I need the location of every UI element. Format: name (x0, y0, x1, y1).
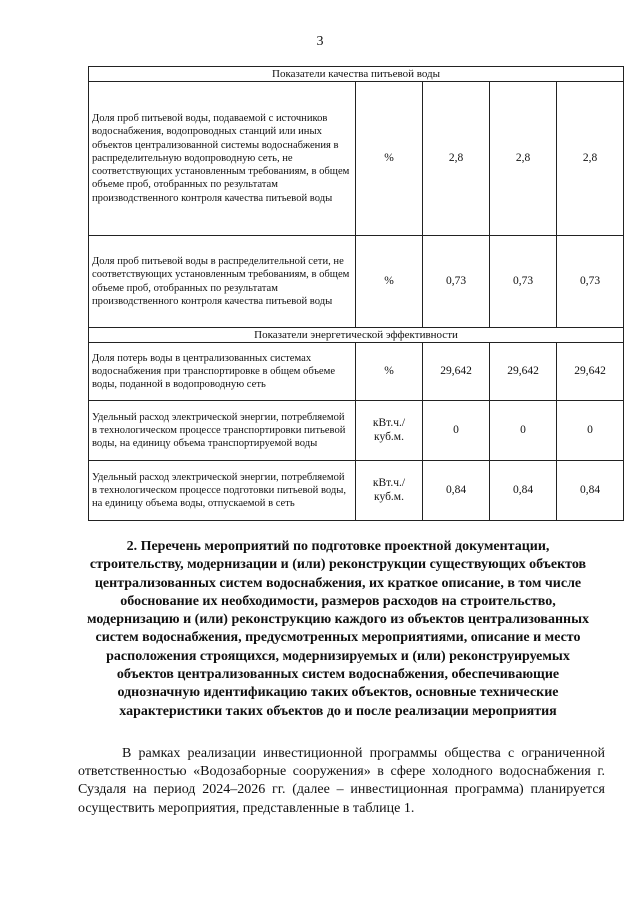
indicator-value-2026: 0,73 (557, 236, 624, 328)
table-row (89, 236, 624, 328)
section-header-row (89, 67, 624, 82)
indicator-value-2025: 29,642 (490, 343, 557, 401)
indicator-value-2024: 0 (423, 401, 490, 461)
indicators-table (88, 66, 624, 521)
indicator-value-2025: 0 (490, 401, 557, 461)
table-row (89, 343, 624, 401)
indicator-unit: % (356, 236, 423, 328)
indicator-value-2024: 0,84 (423, 461, 490, 521)
indicator-value-2026: 29,642 (557, 343, 624, 401)
indicator-unit: % (356, 82, 423, 236)
indicator-value-2025: 0,84 (490, 461, 557, 521)
section-heading: 2. Перечень мероприятий по подготовке проектной документации, строительству, модернизации и (или) реконструкции существующих объектов централизованных систем водоснабжения, их краткое описание, в том числе обоснование их необходимости, размеров расходов на строительство, модернизацию и (или) реконструкцию каждого из объектов централизованных систем водоснабжения, предусмотренных мероприятиями, описание и место расположения строящихся, модернизируемых и (или) реконструируемых объектов централизованных систем водоснабжения, обеспечивающие однозначную идентификацию таких объектов, основные технические характеристики таких объектов до и после реализации мероприятия (86, 539, 590, 719)
indicator-value-2024: 2,8 (423, 82, 490, 236)
table-row (89, 461, 624, 521)
indicator-value-2024: 0,73 (423, 236, 490, 328)
page-number: 3 (316, 34, 324, 49)
section-title-quality: Показатели качества питьевой воды (89, 67, 624, 82)
indicator-unit: кВт.ч./ куб.м. (356, 401, 423, 461)
indicator-value-2025: 0,73 (490, 236, 557, 328)
indicator-value-2025: 2,8 (490, 82, 557, 236)
indicator-value-2026: 0,84 (557, 461, 624, 521)
section-header-row (89, 328, 624, 343)
indicator-description: Удельный расход электрической энергии, потребляемой в технологическом процессе подготовки питьевой воды, на единицу объема воды, отпускаемой в сеть (89, 461, 356, 521)
indicator-description: Доля проб питьевой воды в распределительной сети, не соответствующих установленным требованиям, в общем объеме проб, отобранных по результатам производственного контроля качества питьевой воды (89, 236, 356, 328)
indicator-value-2026: 0 (557, 401, 624, 461)
indicator-value-2026: 2,8 (557, 82, 624, 236)
indicator-unit: кВт.ч./ куб.м. (356, 461, 423, 521)
table-row (89, 82, 624, 236)
indicator-unit: % (356, 343, 423, 401)
section-title-energy: Показатели энергетической эффективности (89, 328, 624, 343)
indicator-description: Доля проб питьевой воды, подаваемой с источников водоснабжения, водопроводных станций или иных объектов централизованной системы водоснабжения в распределительную водопроводную сеть, не соответствующих установленным требованиям, в общем объеме проб, отобранных по результатам производственного контроля качества питьевой воды (89, 82, 356, 236)
body-paragraph: В рамках реализации инвестиционной программы общества с ограниченной ответственностью «Водозаборные сооружения» в сфере холодного водоснабжения г. Суздаля на период 2024–2026 гг. (далее – инвестиционная программа) планируется осуществить мероприятия, представленные в таблице 1. (78, 746, 605, 816)
table-row (89, 401, 624, 461)
indicator-description: Удельный расход электрической энергии, потребляемой в технологическом процессе транспортировки питьевой воды, на единицу объема транспортируемой воды (89, 401, 356, 461)
indicator-description: Доля потерь воды в централизованных системах водоснабжения при транспортировке в общем объеме воды, поданной в водопроводную сеть (89, 343, 356, 401)
indicator-value-2024: 29,642 (423, 343, 490, 401)
